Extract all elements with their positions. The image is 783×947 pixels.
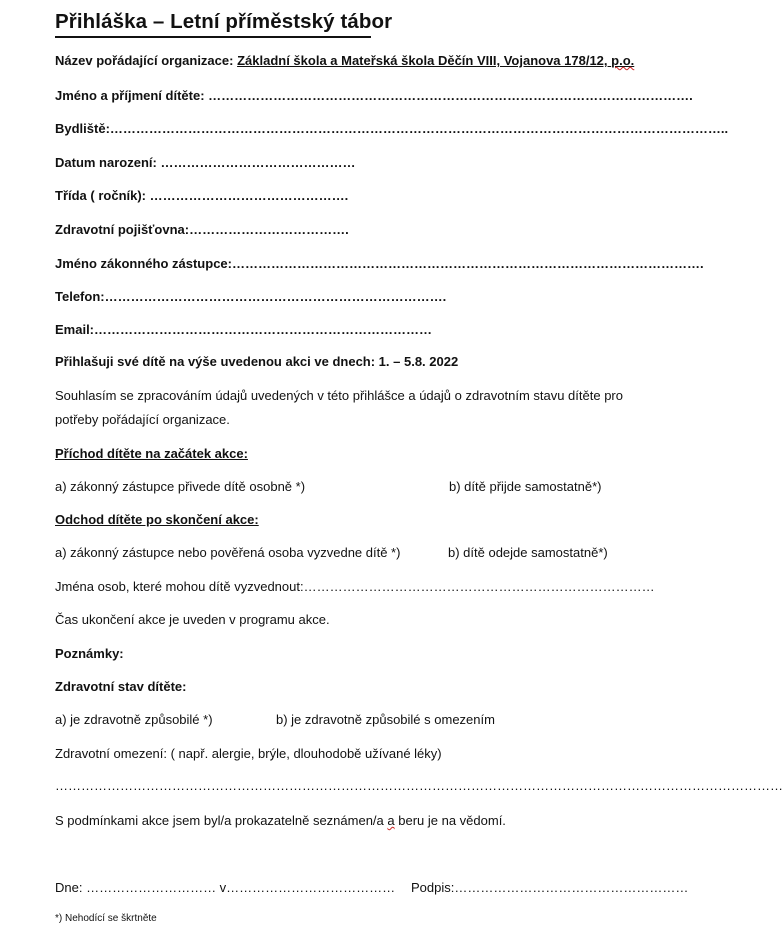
grade-field[interactable]: Třída ( ročník): ………………………………………. (55, 188, 349, 203)
date-place-field[interactable]: Dne: ………………………… v………………………………… (55, 880, 396, 895)
health-heading: Zdravotní stav dítěte: (55, 679, 187, 694)
consent-line-2: potřeby pořádající organizace. (55, 412, 230, 427)
departure-option-a[interactable]: a) zákonný zástupce nebo pověřená osoba vyzvedne dítě *) (55, 545, 401, 560)
organizer-label: Název pořádající organizace (55, 53, 230, 68)
phone-field[interactable]: Telefon:……………………………………………………………………. (55, 289, 447, 304)
consent-line-1: Souhlasím se zpracováním údajů uvedených v této přihlášce a údajů o zdravotním stavu dítěte pro (55, 388, 623, 403)
acknowledgement-after: beru je na vědomí. (394, 813, 506, 828)
insurance-field[interactable]: Zdravotní pojišťovna:………………………………. (55, 222, 349, 237)
footnote: *) Nehodící se škrtněte (55, 913, 157, 924)
health-option-a[interactable]: a) je zdravotně způsobilé *) (55, 712, 213, 727)
departure-option-b[interactable]: b) dítě odejde samostatně*) (448, 545, 608, 560)
enrollment-statement: Přihlašuji své dítě na výše uvedenou akci ve dnech: 1. – 5.8. 2022 (55, 354, 459, 369)
title-underline (55, 36, 371, 38)
acknowledgement (55, 813, 506, 829)
departure-heading: Odchod dítěte po skončení akce: (55, 512, 259, 527)
arrival-heading: Příchod dítěte na začátek akce: (55, 446, 248, 461)
organizer-value-main: Základní škola a Mateřská škola Děčín VIII, Vojanova 178/12, (237, 53, 612, 68)
health-restrictions-label: Zdravotní omezení: ( např. alergie, brýle, dlouhodobě užívané léky) (55, 746, 442, 761)
organizer-value-tail: p.o. (611, 53, 635, 68)
acknowledgement-marked: a (387, 813, 395, 828)
organizer-value (237, 53, 634, 68)
birth-date-field[interactable]: Datum narození: ……………………………………… (55, 155, 356, 170)
arrival-option-a[interactable]: a) zákonný zástupce přivede dítě osobně *) (55, 479, 306, 494)
signature-field[interactable]: Podpis:……………………………………………… (411, 880, 689, 895)
organizer-line (55, 53, 634, 69)
arrival-option-b[interactable]: b) dítě přijde samostatně*) (449, 479, 602, 494)
acknowledgement-before: S podmínkami akce jsem byl/a prokazatelně seznámen/a (55, 813, 388, 828)
page-title: Přihláška – Letní příměstský tábor (55, 10, 393, 33)
guardian-field[interactable]: Jméno zákonného zástupce:………………………………………………………………………………………………. (55, 256, 704, 271)
health-option-b[interactable]: b) je zdravotně způsobilé s omezením (276, 712, 495, 727)
email-field[interactable]: Email:…………………………………………………………………… (55, 322, 433, 337)
health-restrictions-field[interactable]: …………………………………………………………………………………………………………………………………………………… (55, 778, 783, 793)
address-field[interactable]: Bydliště:…………………………………………………………………………………………………………………………….. (55, 121, 729, 136)
pickup-persons-field[interactable]: Jména osob, které mohou dítě vyzvednout:……………………………………………………………………… (55, 579, 655, 594)
notes-heading: Poznámky: (55, 646, 124, 661)
end-time-note: Čas ukončení akce je uveden v programu akce. (55, 612, 330, 627)
organizer-colon: : (229, 53, 238, 68)
child-name-field[interactable]: Jméno a příjmení dítěte: …………………………………………………………………………………………………. (55, 88, 693, 103)
